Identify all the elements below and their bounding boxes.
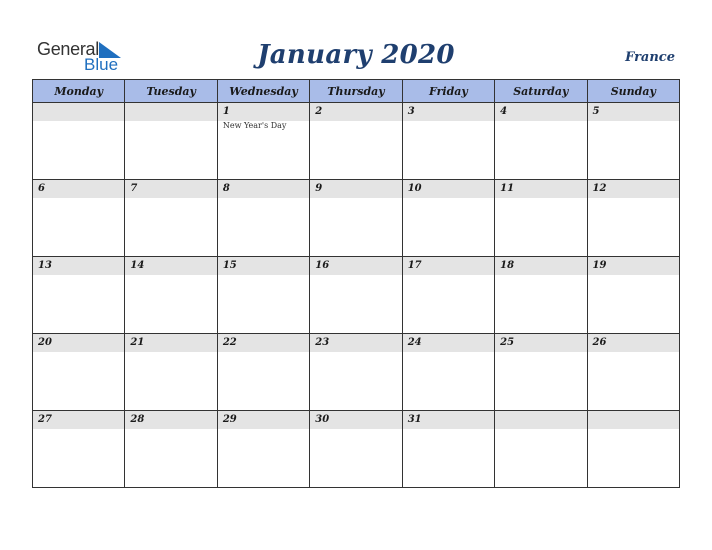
day-cell: [217, 411, 309, 488]
day-number-bar: [33, 103, 124, 121]
day-cell: [310, 411, 402, 488]
day-number: 30: [315, 414, 330, 425]
day-cell: [217, 334, 309, 411]
day-number-bar: [403, 180, 494, 198]
day-number-bar: [218, 103, 309, 121]
day-number-bar: [495, 180, 586, 198]
day-number: 6: [38, 183, 45, 194]
day-number-bar: [588, 257, 679, 275]
day-number-bar: [403, 411, 494, 429]
day-number: 4: [500, 106, 508, 117]
day-number-bar: [218, 180, 309, 198]
day-number-bar: [588, 411, 679, 429]
day-cell: [587, 180, 679, 257]
day-number-bar: [125, 103, 216, 121]
day-cell: [217, 180, 309, 257]
day-number: 21: [130, 337, 145, 348]
day-cell: [310, 103, 402, 180]
day-number: 9: [315, 183, 323, 194]
day-number: 3: [407, 106, 415, 117]
day-number-bar: [218, 334, 309, 352]
day-cell: [495, 334, 587, 411]
day-cell: [33, 257, 125, 334]
day-number-bar: [310, 257, 401, 275]
day-number-bar: [495, 411, 586, 429]
day-number-bar: [310, 411, 401, 429]
weekday-thursday: Thursday: [310, 80, 402, 103]
day-cell: [587, 257, 679, 334]
weekday-tuesday: Tuesday: [125, 80, 217, 103]
country-label: France: [625, 50, 675, 65]
logo-word-general: General: [37, 39, 99, 59]
day-number-bar: [33, 411, 124, 429]
day-number: 31: [407, 414, 422, 425]
day-cell: [125, 334, 217, 411]
weekday-header-row: [33, 80, 680, 103]
week-row: [33, 334, 680, 411]
day-cell: [125, 257, 217, 334]
day-number: 22: [222, 337, 237, 348]
day-number-bar: [495, 334, 586, 352]
day-cell: [33, 334, 125, 411]
day-cell: [402, 257, 494, 334]
day-cell: [495, 103, 587, 180]
logo-word-blue: Blue: [84, 55, 119, 74]
day-number-bar: [125, 180, 216, 198]
day-number: 7: [130, 183, 138, 194]
weekday-friday: Friday: [402, 80, 494, 103]
day-number-bar: [403, 103, 494, 121]
day-cell: [125, 103, 217, 180]
day-cell: [495, 411, 587, 488]
day-number: 24: [407, 337, 422, 348]
day-cell: [310, 334, 402, 411]
day-cell: [217, 257, 309, 334]
day-cell: [495, 180, 587, 257]
day-cell: [33, 411, 125, 488]
day-number-bar: [310, 180, 401, 198]
day-cell: [402, 411, 494, 488]
day-number: 16: [315, 260, 330, 271]
day-number: 15: [222, 260, 237, 271]
day-number: 29: [222, 414, 237, 425]
day-number: 10: [407, 183, 422, 194]
weekday-monday: Monday: [33, 80, 125, 103]
day-number-bar: [403, 334, 494, 352]
day-cell: [402, 334, 494, 411]
day-cell: [33, 180, 125, 257]
week-row: [33, 103, 680, 180]
day-number-bar: [495, 103, 586, 121]
day-number-bar: [218, 411, 309, 429]
day-number: 27: [38, 414, 52, 425]
day-number-bar: [310, 103, 401, 121]
day-cell: [402, 103, 494, 180]
day-cell: [402, 180, 494, 257]
day-number: 20: [38, 337, 52, 348]
calendar-weeks: [33, 103, 680, 488]
day-number-bar: [33, 257, 124, 275]
day-number: 17: [407, 260, 422, 271]
day-number: 11: [500, 183, 515, 194]
day-number: 13: [38, 260, 52, 271]
day-number-bar: [125, 334, 216, 352]
week-row: [33, 180, 680, 257]
day-number-bar: [218, 257, 309, 275]
day-number-bar: [125, 257, 216, 275]
day-number-bar: [310, 334, 401, 352]
day-number-bar: [33, 180, 124, 198]
day-number: 5: [592, 106, 600, 117]
day-number-bar: [495, 257, 586, 275]
day-number-bar: [33, 334, 124, 352]
day-number: 23: [315, 337, 330, 348]
day-cell: [310, 180, 402, 257]
day-cell: [125, 411, 217, 488]
day-cell: [587, 103, 679, 180]
day-cell: [33, 103, 125, 180]
day-number: 25: [500, 337, 515, 348]
day-number-bar: [403, 257, 494, 275]
day-cell: [587, 334, 679, 411]
day-cell: [310, 257, 402, 334]
weekday-sunday: Sunday: [587, 80, 679, 103]
week-row: [33, 411, 680, 488]
day-number: 1: [222, 106, 230, 117]
weekday-saturday: Saturday: [495, 80, 587, 103]
day-number: 14: [130, 260, 145, 271]
day-cell: [217, 103, 309, 180]
day-number: 26: [592, 337, 607, 348]
day-number-bar: [588, 180, 679, 198]
day-number: 8: [222, 183, 230, 194]
day-number: 12: [592, 183, 607, 194]
day-number-bar: [125, 411, 216, 429]
weekday-wednesday: Wednesday: [217, 80, 309, 103]
day-number: 18: [500, 260, 515, 271]
day-cell: [495, 257, 587, 334]
day-cell: [587, 411, 679, 488]
holiday-label: New Year's Day: [222, 121, 287, 130]
day-number: 2: [315, 106, 323, 117]
day-number-bar: [588, 103, 679, 121]
day-number-bar: [588, 334, 679, 352]
day-cell: [125, 180, 217, 257]
week-row: [33, 257, 680, 334]
calendar-title: January 2020: [257, 40, 455, 70]
month-calendar: [32, 79, 680, 488]
day-number: 28: [130, 414, 145, 425]
day-number: 19: [592, 260, 607, 271]
